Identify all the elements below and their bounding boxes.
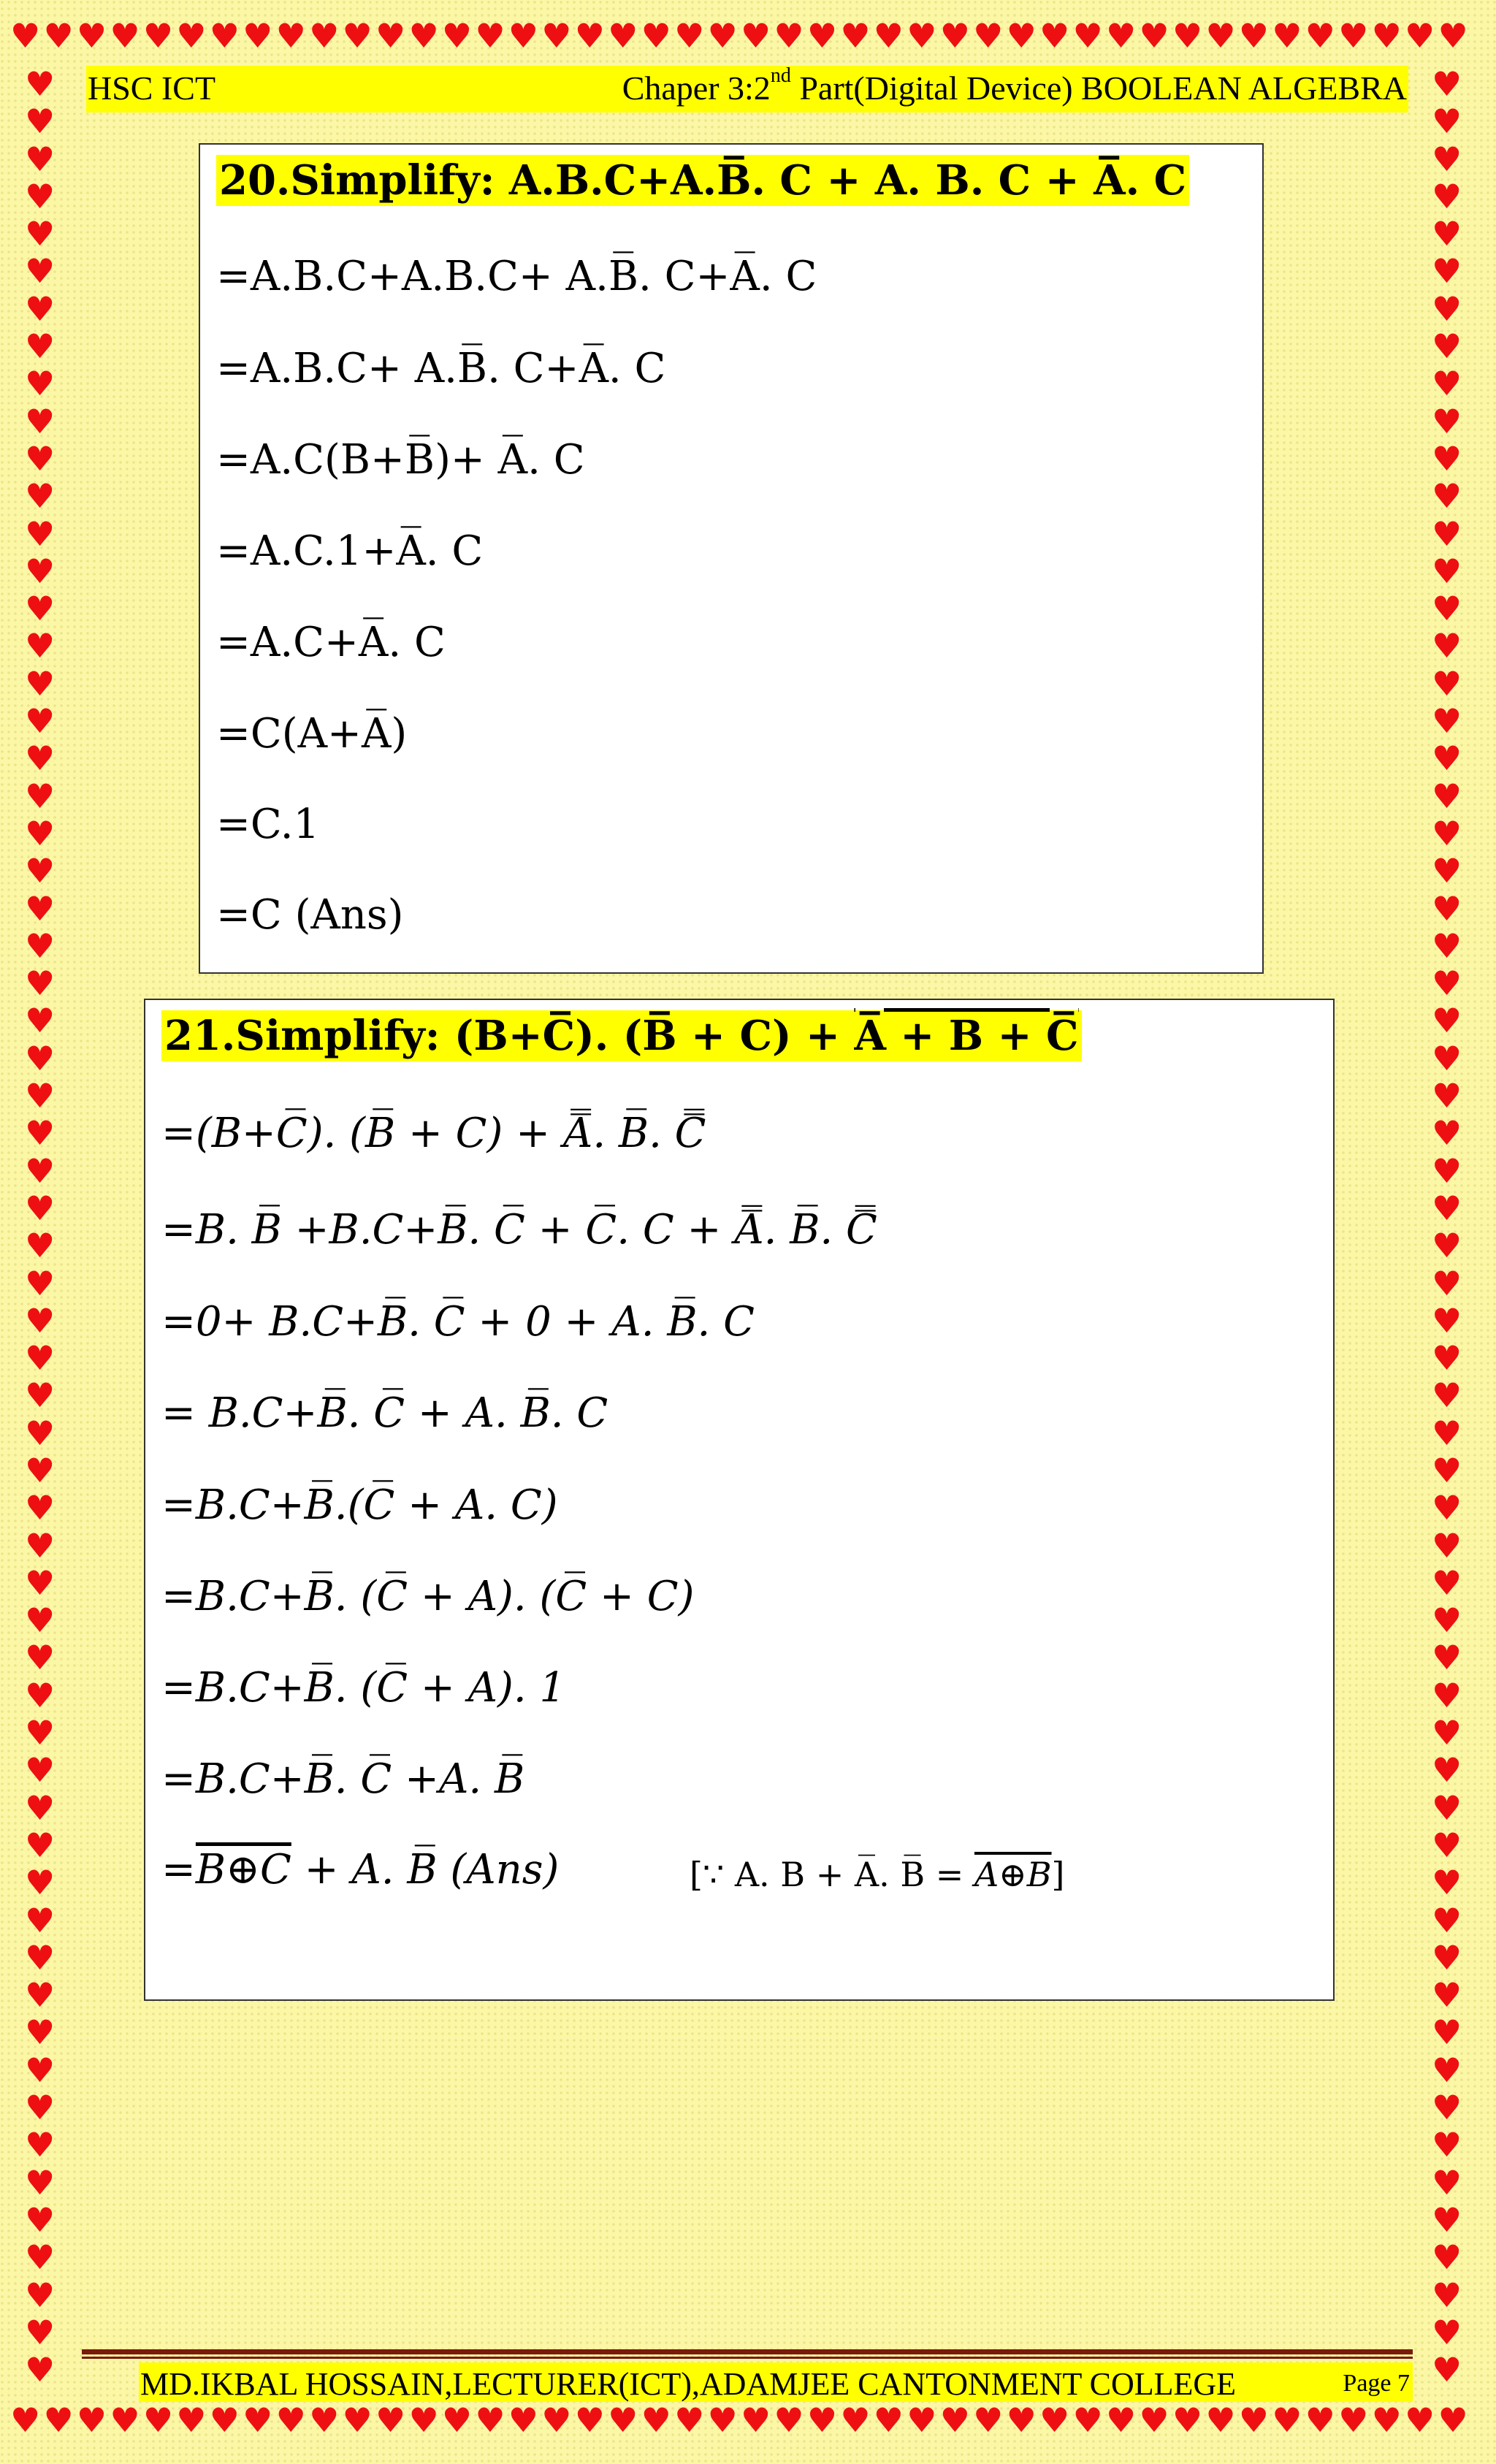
heart-icon: ♥ [1432,776,1462,816]
heart-icon: ♥ [939,19,974,56]
answer-xnor-term: B⊕C [195,1846,291,1893]
heart-icon: ♥ [1432,589,1462,629]
heart-icon: ♥ [873,2403,907,2440]
heart-icon: ♥ [1272,19,1305,56]
heart-icon: ♥ [1432,327,1462,367]
heart-icon: ♥ [25,102,56,142]
heart-icon: ♥ [1305,19,1339,56]
heart-icon: ♥ [541,19,575,56]
heart-icon: ♥ [25,476,56,516]
heart-icon: ♥ [1432,2238,1462,2278]
heart-icon: ♥ [1432,1788,1462,1828]
heart-icon: ♥ [25,1338,56,1378]
heart-icon: ♥ [25,1226,56,1266]
heart-icon: ♥ [1432,102,1462,142]
heart-icon: ♥ [375,19,409,56]
problem-20-step: =C.1 [216,801,320,848]
problem-21-step: =(B+C̅). (B̅ + C) + A̿. B̅. C̿ [161,1110,706,1157]
heart-icon: ♥ [1432,1263,1462,1303]
heart-icon: ♥ [840,2403,874,2440]
heart-icon: ♥ [25,1076,56,1116]
problem-20-step: =A.C.1+A̅. C [216,527,484,575]
heart-icon: ♥ [806,2403,841,2440]
heart-icon: ♥ [25,1263,56,1303]
heart-icon: ♥ [1432,2312,1462,2352]
heart-icon: ♥ [1405,19,1438,56]
heart-icon: ♥ [25,1001,56,1041]
heart-icon: ♥ [25,776,56,816]
problem-21-step: =B. B̅ +B.C+B̅. C̅ + C̅. C + A̿. B̅. C̿ [161,1206,877,1254]
heart-icon: ♥ [25,1937,56,1977]
heart-icon: ♥ [408,19,442,56]
heart-icon: ♥ [10,2403,44,2440]
heart-icon: ♥ [1432,2350,1462,2390]
heart-icon: ♥ [25,2013,56,2053]
heart-icon: ♥ [1432,1226,1462,1266]
problem-21-box [144,999,1335,2001]
heart-icon: ♥ [1305,2403,1339,2440]
heart-icon: ♥ [1338,2403,1372,2440]
footer-author: MD.IKBAL HOSSAIN,LECTURER(ICT),ADAMJEE CANTONMENT COLLEGE [140,2366,1237,2402]
page-footer [139,2362,1413,2402]
heart-icon: ♥ [76,2403,110,2440]
heart-icon: ♥ [1039,19,1073,56]
heart-icon: ♥ [1272,2403,1305,2440]
header-topic: Part(Digital Device) BOOLEAN ALGEBRA [790,69,1407,107]
heart-icon: ♥ [25,926,56,966]
heart-icon: ♥ [1432,1675,1462,1715]
heart-icon: ♥ [25,176,56,216]
heart-icon: ♥ [939,2403,974,2440]
heart-icon: ♥ [25,1188,56,1228]
heart-icon: ♥ [806,19,841,56]
heart-icon: ♥ [1338,19,1372,56]
heart-icon: ♥ [1432,2013,1462,2053]
heart-icon: ♥ [1432,2050,1462,2090]
header-sup: nd [770,64,791,87]
heart-icon: ♥ [25,1488,56,1528]
heart-icon: ♥ [1432,1638,1462,1678]
heart-icon: ♥ [1432,476,1462,516]
problem-21-step: = B.C+B̅. C̅ + A. B̅. C [161,1389,608,1437]
heart-icon: ♥ [1432,926,1462,966]
heart-icon: ♥ [1438,19,1471,56]
heart-icon: ♥ [25,2350,56,2390]
heart-icon: ♥ [1039,2403,1073,2440]
heart-icon: ♥ [1432,2088,1462,2128]
heart-icon: ♥ [25,401,56,441]
heart-icon: ♥ [25,739,56,779]
problem-21-step: =B.C+B̅. (C̅ + A). 1 [161,1664,566,1712]
header-chapter: Chaper 3:2 [622,69,771,107]
heart-icon: ♥ [1432,1300,1462,1340]
problem-20-box [199,143,1264,974]
heart-icon: ♥ [1139,19,1172,56]
problem-20-step: =A.B.C+ A.B̅. C+A̅. C [216,345,666,392]
heart-icon: ♥ [475,19,508,56]
header-left: HSC ICT [88,69,216,107]
heart-icon: ♥ [25,1900,56,1940]
heart-border-right [1432,66,1471,2403]
heart-icon: ♥ [475,2403,508,2440]
heart-icon: ♥ [740,2403,774,2440]
heart-icon: ♥ [1432,139,1462,179]
heart-icon: ♥ [740,19,774,56]
heart-icon: ♥ [1432,514,1462,554]
heart-icon: ♥ [574,2403,608,2440]
heart-icon: ♥ [408,2403,442,2440]
heart-icon: ♥ [1432,2200,1462,2240]
heart-icon: ♥ [1432,364,1462,404]
heart-icon: ♥ [441,19,476,56]
heart-icon: ♥ [1432,401,1462,441]
note-xnor-term: A⊕B [974,1855,1052,1894]
heart-icon: ♥ [441,2403,476,2440]
heart-icon: ♥ [25,663,56,703]
heart-icon: ♥ [25,1413,56,1453]
page-header [86,66,1408,112]
heart-icon: ♥ [176,19,210,56]
heart-icon: ♥ [1371,2403,1405,2440]
heart-icon: ♥ [907,19,940,56]
heart-icon: ♥ [1371,19,1405,56]
heart-icon: ♥ [1432,888,1462,928]
heart-icon: ♥ [774,19,807,56]
heart-icon: ♥ [1432,176,1462,216]
heart-icon: ♥ [25,626,56,666]
heart-icon: ♥ [608,2403,641,2440]
heart-icon: ♥ [110,2403,143,2440]
heart-icon: ♥ [641,2403,675,2440]
heart-icon: ♥ [25,701,56,741]
heart-icon: ♥ [674,19,708,56]
problem-20-step: =A.C(B+B̅)+ A̅. C [216,436,585,484]
note-open: [∵ A. B + A̅. B̅ = [690,1855,974,1894]
heart-icon: ♥ [1432,626,1462,666]
heart-icon: ♥ [243,19,276,56]
heart-icon: ♥ [1432,1376,1462,1416]
heart-icon: ♥ [1432,1750,1462,1790]
problem-21-step: =B.C+B̅. (C̅ + A). (C̅ + C) [161,1573,695,1620]
heart-icon: ♥ [309,2403,343,2440]
heart-icon: ♥ [25,2275,56,2315]
heart-icon: ♥ [25,214,56,254]
heart-icon: ♥ [1238,2403,1272,2440]
heart-icon: ♥ [209,2403,243,2440]
heart-icon: ♥ [1432,1863,1462,1903]
heart-icon: ♥ [1432,214,1462,254]
heart-icon: ♥ [973,19,1007,56]
heart-icon: ♥ [25,2238,56,2278]
heart-icon: ♥ [1172,19,1206,56]
heart-icon: ♥ [25,851,56,891]
heart-icon: ♥ [1432,551,1462,591]
heart-icon: ♥ [1432,1937,1462,1977]
heart-icon: ♥ [1432,1338,1462,1378]
heart-icon: ♥ [25,888,56,928]
heart-icon: ♥ [309,19,343,56]
heart-icon: ♥ [375,2403,409,2440]
heart-icon: ♥ [25,1713,56,1753]
problem-20-step: =C(A+A̅) [216,710,408,758]
problem-20-step: =A.C+A̅. C [216,619,446,666]
heart-icon: ♥ [1006,19,1040,56]
heart-icon: ♥ [25,66,56,104]
heart-icon: ♥ [25,1151,56,1191]
heart-icon: ♥ [508,2403,542,2440]
heart-icon: ♥ [1072,2403,1106,2440]
heart-icon: ♥ [1105,19,1140,56]
heart-icon: ♥ [608,19,641,56]
heart-icon: ♥ [25,1675,56,1715]
heart-icon: ♥ [1432,851,1462,891]
heart-border-bottom [10,2403,1486,2444]
note-close: ] [1051,1855,1065,1894]
heart-icon: ♥ [1432,663,1462,703]
heart-icon: ♥ [1432,1413,1462,1453]
heart-icon: ♥ [25,364,56,404]
heart-icon: ♥ [243,2403,276,2440]
heart-icon: ♥ [25,1788,56,1828]
heart-icon: ♥ [1432,1188,1462,1228]
heart-icon: ♥ [707,19,741,56]
heart-icon: ♥ [641,19,675,56]
heart-icon: ♥ [1139,2403,1172,2440]
heart-icon: ♥ [25,514,56,554]
heart-border-left [25,66,64,2403]
heart-icon: ♥ [1205,19,1239,56]
heart-icon: ♥ [1432,1563,1462,1603]
heart-icon: ♥ [1432,813,1462,853]
heart-icon: ♥ [275,2403,310,2440]
heart-icon: ♥ [873,19,907,56]
heart-border-top [10,19,1486,60]
heart-icon: ♥ [25,2312,56,2352]
heart-icon: ♥ [1172,2403,1206,2440]
heart-icon: ♥ [110,19,143,56]
problem-21-step: =B.C+B̅.(C̅ + A. C) [161,1481,558,1529]
heart-icon: ♥ [342,2403,375,2440]
heart-icon: ♥ [176,2403,210,2440]
heart-icon: ♥ [25,2162,56,2202]
heart-icon: ♥ [25,1450,56,1490]
heart-icon: ♥ [25,1825,56,1865]
heart-icon: ♥ [1432,1525,1462,1565]
heart-icon: ♥ [43,19,77,56]
heart-icon: ♥ [1432,1001,1462,1041]
heart-icon: ♥ [1432,251,1462,291]
heart-icon: ♥ [973,2403,1007,2440]
heart-icon: ♥ [25,251,56,291]
heart-icon: ♥ [1432,438,1462,478]
heart-icon: ♥ [10,19,44,56]
heart-icon: ♥ [840,19,874,56]
heart-icon: ♥ [1432,1825,1462,1865]
heart-icon: ♥ [25,1975,56,2015]
heart-icon: ♥ [25,964,56,1004]
heart-icon: ♥ [25,1113,56,1153]
heart-icon: ♥ [1438,2403,1471,2440]
heart-icon: ♥ [25,1601,56,1641]
heart-icon: ♥ [1432,2162,1462,2202]
heart-icon: ♥ [25,589,56,629]
heart-icon: ♥ [508,19,542,56]
heart-icon: ♥ [907,2403,940,2440]
problem-21-answer [161,1846,559,1893]
heart-icon: ♥ [25,551,56,591]
problem-21-step: =0+ B.C+B̅. C̅ + 0 + A. B̅. C [161,1298,755,1346]
heart-icon: ♥ [674,2403,708,2440]
answer-equals: = [161,1846,196,1893]
heart-icon: ♥ [1432,1151,1462,1191]
heart-icon: ♥ [25,2088,56,2128]
problem-21-step: =B.C+B̅. C̅ +A. B̅ [161,1755,525,1803]
heart-icon: ♥ [1432,1713,1462,1753]
heart-icon: ♥ [25,2050,56,2090]
heart-icon: ♥ [1072,19,1106,56]
heart-icon: ♥ [76,19,110,56]
problem-21-title-overlined: A̅ + B + C̅ [854,1012,1079,1060]
heart-icon: ♥ [1432,701,1462,741]
heart-icon: ♥ [1432,1038,1462,1078]
heart-icon: ♥ [1432,739,1462,779]
heart-icon: ♥ [25,289,56,329]
footer-rule [82,2349,1413,2354]
heart-icon: ♥ [142,2403,177,2440]
heart-icon: ♥ [25,813,56,853]
heart-icon: ♥ [25,1376,56,1416]
heart-icon: ♥ [142,19,177,56]
heart-icon: ♥ [1105,2403,1140,2440]
heart-icon: ♥ [25,2200,56,2240]
heart-icon: ♥ [275,19,310,56]
heart-icon: ♥ [25,1525,56,1565]
problem-20-title: 20.Simplify: A.B.C+A.B̅. C + A. B. C + A̅. C [216,155,1189,206]
heart-icon: ♥ [209,19,243,56]
heart-icon: ♥ [1432,1900,1462,1940]
header-right [622,64,1407,107]
heart-icon: ♥ [1405,2403,1438,2440]
xnor-identity-note [690,1855,1064,1894]
heart-icon: ♥ [1432,2275,1462,2315]
heart-icon: ♥ [541,2403,575,2440]
heart-icon: ♥ [25,1038,56,1078]
heart-icon: ♥ [707,2403,741,2440]
heart-icon: ♥ [25,438,56,478]
heart-icon: ♥ [1205,2403,1239,2440]
heart-icon: ♥ [1432,1450,1462,1490]
heart-icon: ♥ [774,2403,807,2440]
heart-icon: ♥ [25,1300,56,1340]
heart-icon: ♥ [342,19,375,56]
heart-icon: ♥ [25,1638,56,1678]
heart-icon: ♥ [1432,66,1462,104]
footer-rule-thin [82,2357,1413,2359]
heart-icon: ♥ [43,2403,77,2440]
problem-21-title [161,1010,1082,1061]
answer-rest: + A. B̅ (Ans) [291,1846,560,1893]
problem-20-answer: =C (Ans) [216,891,404,939]
heart-icon: ♥ [1432,2125,1462,2165]
heart-icon: ♥ [25,139,56,179]
problem-20-step: =A.B.C+A.B.C+ A.B̅. C+A̅. C [216,253,817,300]
heart-icon: ♥ [25,1563,56,1603]
heart-icon: ♥ [1006,2403,1040,2440]
heart-icon: ♥ [1238,19,1272,56]
heart-icon: ♥ [1432,289,1462,329]
problem-21-title-main: 21.Simplify: (B+C̅). (B̅ + C) + [164,1012,855,1060]
heart-icon: ♥ [25,2125,56,2165]
heart-icon: ♥ [25,1863,56,1903]
heart-icon: ♥ [1432,1975,1462,2015]
heart-icon: ♥ [574,19,608,56]
heart-icon: ♥ [1432,1488,1462,1528]
page-number: Page 7 [1343,2370,1410,2397]
heart-icon: ♥ [25,327,56,367]
heart-icon: ♥ [1432,1113,1462,1153]
heart-icon: ♥ [1432,964,1462,1004]
heart-icon: ♥ [1432,1601,1462,1641]
heart-icon: ♥ [1432,1076,1462,1116]
heart-icon: ♥ [25,1750,56,1790]
